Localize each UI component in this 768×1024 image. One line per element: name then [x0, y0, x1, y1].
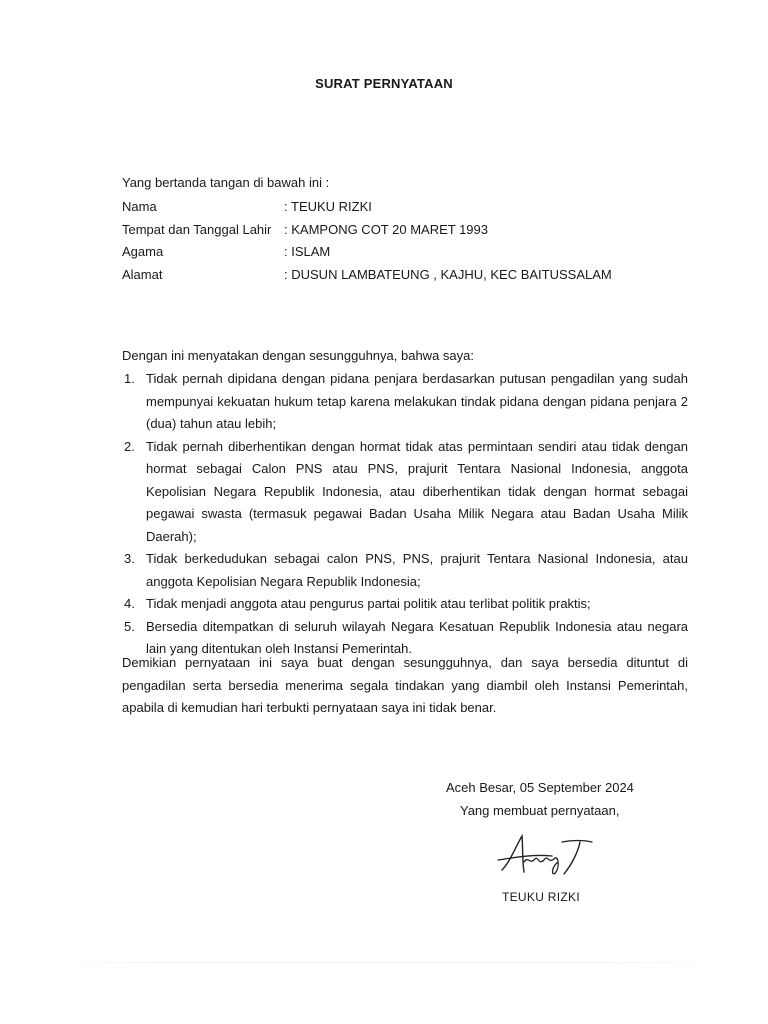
item-number: 5.: [124, 618, 135, 634]
signer-name: TEUKU RIZKI: [502, 890, 580, 904]
field-label: Nama: [122, 199, 157, 214]
field-row-name: [122, 196, 612, 219]
statement-list: [122, 368, 688, 661]
document-title: SURAT PERNYATAAN: [315, 76, 453, 91]
item-number: 3.: [124, 551, 135, 566]
list-item: [122, 548, 688, 593]
list-item: [122, 436, 688, 549]
field-label: Alamat: [122, 266, 163, 282]
item-text: Tidak pernah dipidana dengan pidana penjara berdasarkan putusan pengadilan yang sudah mempunyai kekuatan hukum tetap karena melakukan tindak pidana dengan pidana penjara 2 (dua) tahun atau lebih;: [146, 371, 688, 431]
item-text: Tidak berkedudukan sebagai calon PNS, PNS, prajurit Tentara Nasional Indonesia, atau anggota Kepolisian Negara Republik Indonesia;: [146, 551, 688, 589]
list-item: [122, 593, 688, 616]
field-label: Agama: [122, 244, 164, 259]
scan-artifact: [40, 962, 740, 963]
field-value: : KAMPONG COT 20 MARET 1993: [284, 219, 488, 242]
field-label: Tempat dan Tanggal Lahir: [122, 221, 272, 237]
list-item: [122, 368, 688, 436]
field-value: : TEUKU RIZKI: [284, 196, 372, 219]
item-text: Bersedia ditempatkan di seluruh wilayah Negara Kesatuan Republik Indonesia atau negara lain yang ditentukan oleh Instansi Pemerintah.: [146, 618, 688, 656]
item-number: 4.: [124, 596, 135, 611]
statement-text: Dengan ini menyatakan dengan sesungguhnya, bahwa saya:: [122, 348, 474, 363]
signature-image: [492, 832, 602, 882]
identity-fields: [122, 196, 612, 286]
field-row-address: [122, 264, 612, 287]
item-text: Tidak menjadi anggota atau pengurus partai politik atau terlibat politik praktis;: [146, 596, 591, 611]
item-number: 2.: [124, 438, 135, 454]
item-text: Tidak pernah diberhentikan dengan hormat tidak atas permintaan sendiri atau tidak dengan hormat sebagai Calon PNS atau PNS, prajurit Tentara Nasional Indonesia, anggota Kepolisian Negara Republik Indonesia, atau diberhentikan tidak dengan hormat sebagai pegawai swasta (termasuk pegawai Badan Usaha Milik Negara atau Badan Usaha Milik Daerah);: [146, 438, 688, 544]
field-row-religion: [122, 241, 612, 264]
intro-text: Yang bertanda tangan di bawah ini :: [122, 175, 330, 190]
field-value: : ISLAM: [284, 241, 330, 264]
closing-paragraph: Demikian pernyataan ini saya buat dengan sesungguhnya, dan saya bersedia dituntut di pengadilan serta bersedia menerima segala tindakan yang diambil oleh Instansi Pemerintah, apabila di kemudian hari terbukti pernyataan saya ini tidak benar.: [122, 655, 688, 715]
maker-label: Yang membuat pernyataan,: [460, 803, 620, 818]
place-date: Aceh Besar, 05 September 2024: [446, 780, 634, 795]
field-value: : DUSUN LAMBATEUNG , KAJHU, KEC BAITUSSALAM: [284, 264, 612, 287]
item-number: 1.: [124, 371, 135, 386]
field-row-birth: [122, 219, 612, 242]
